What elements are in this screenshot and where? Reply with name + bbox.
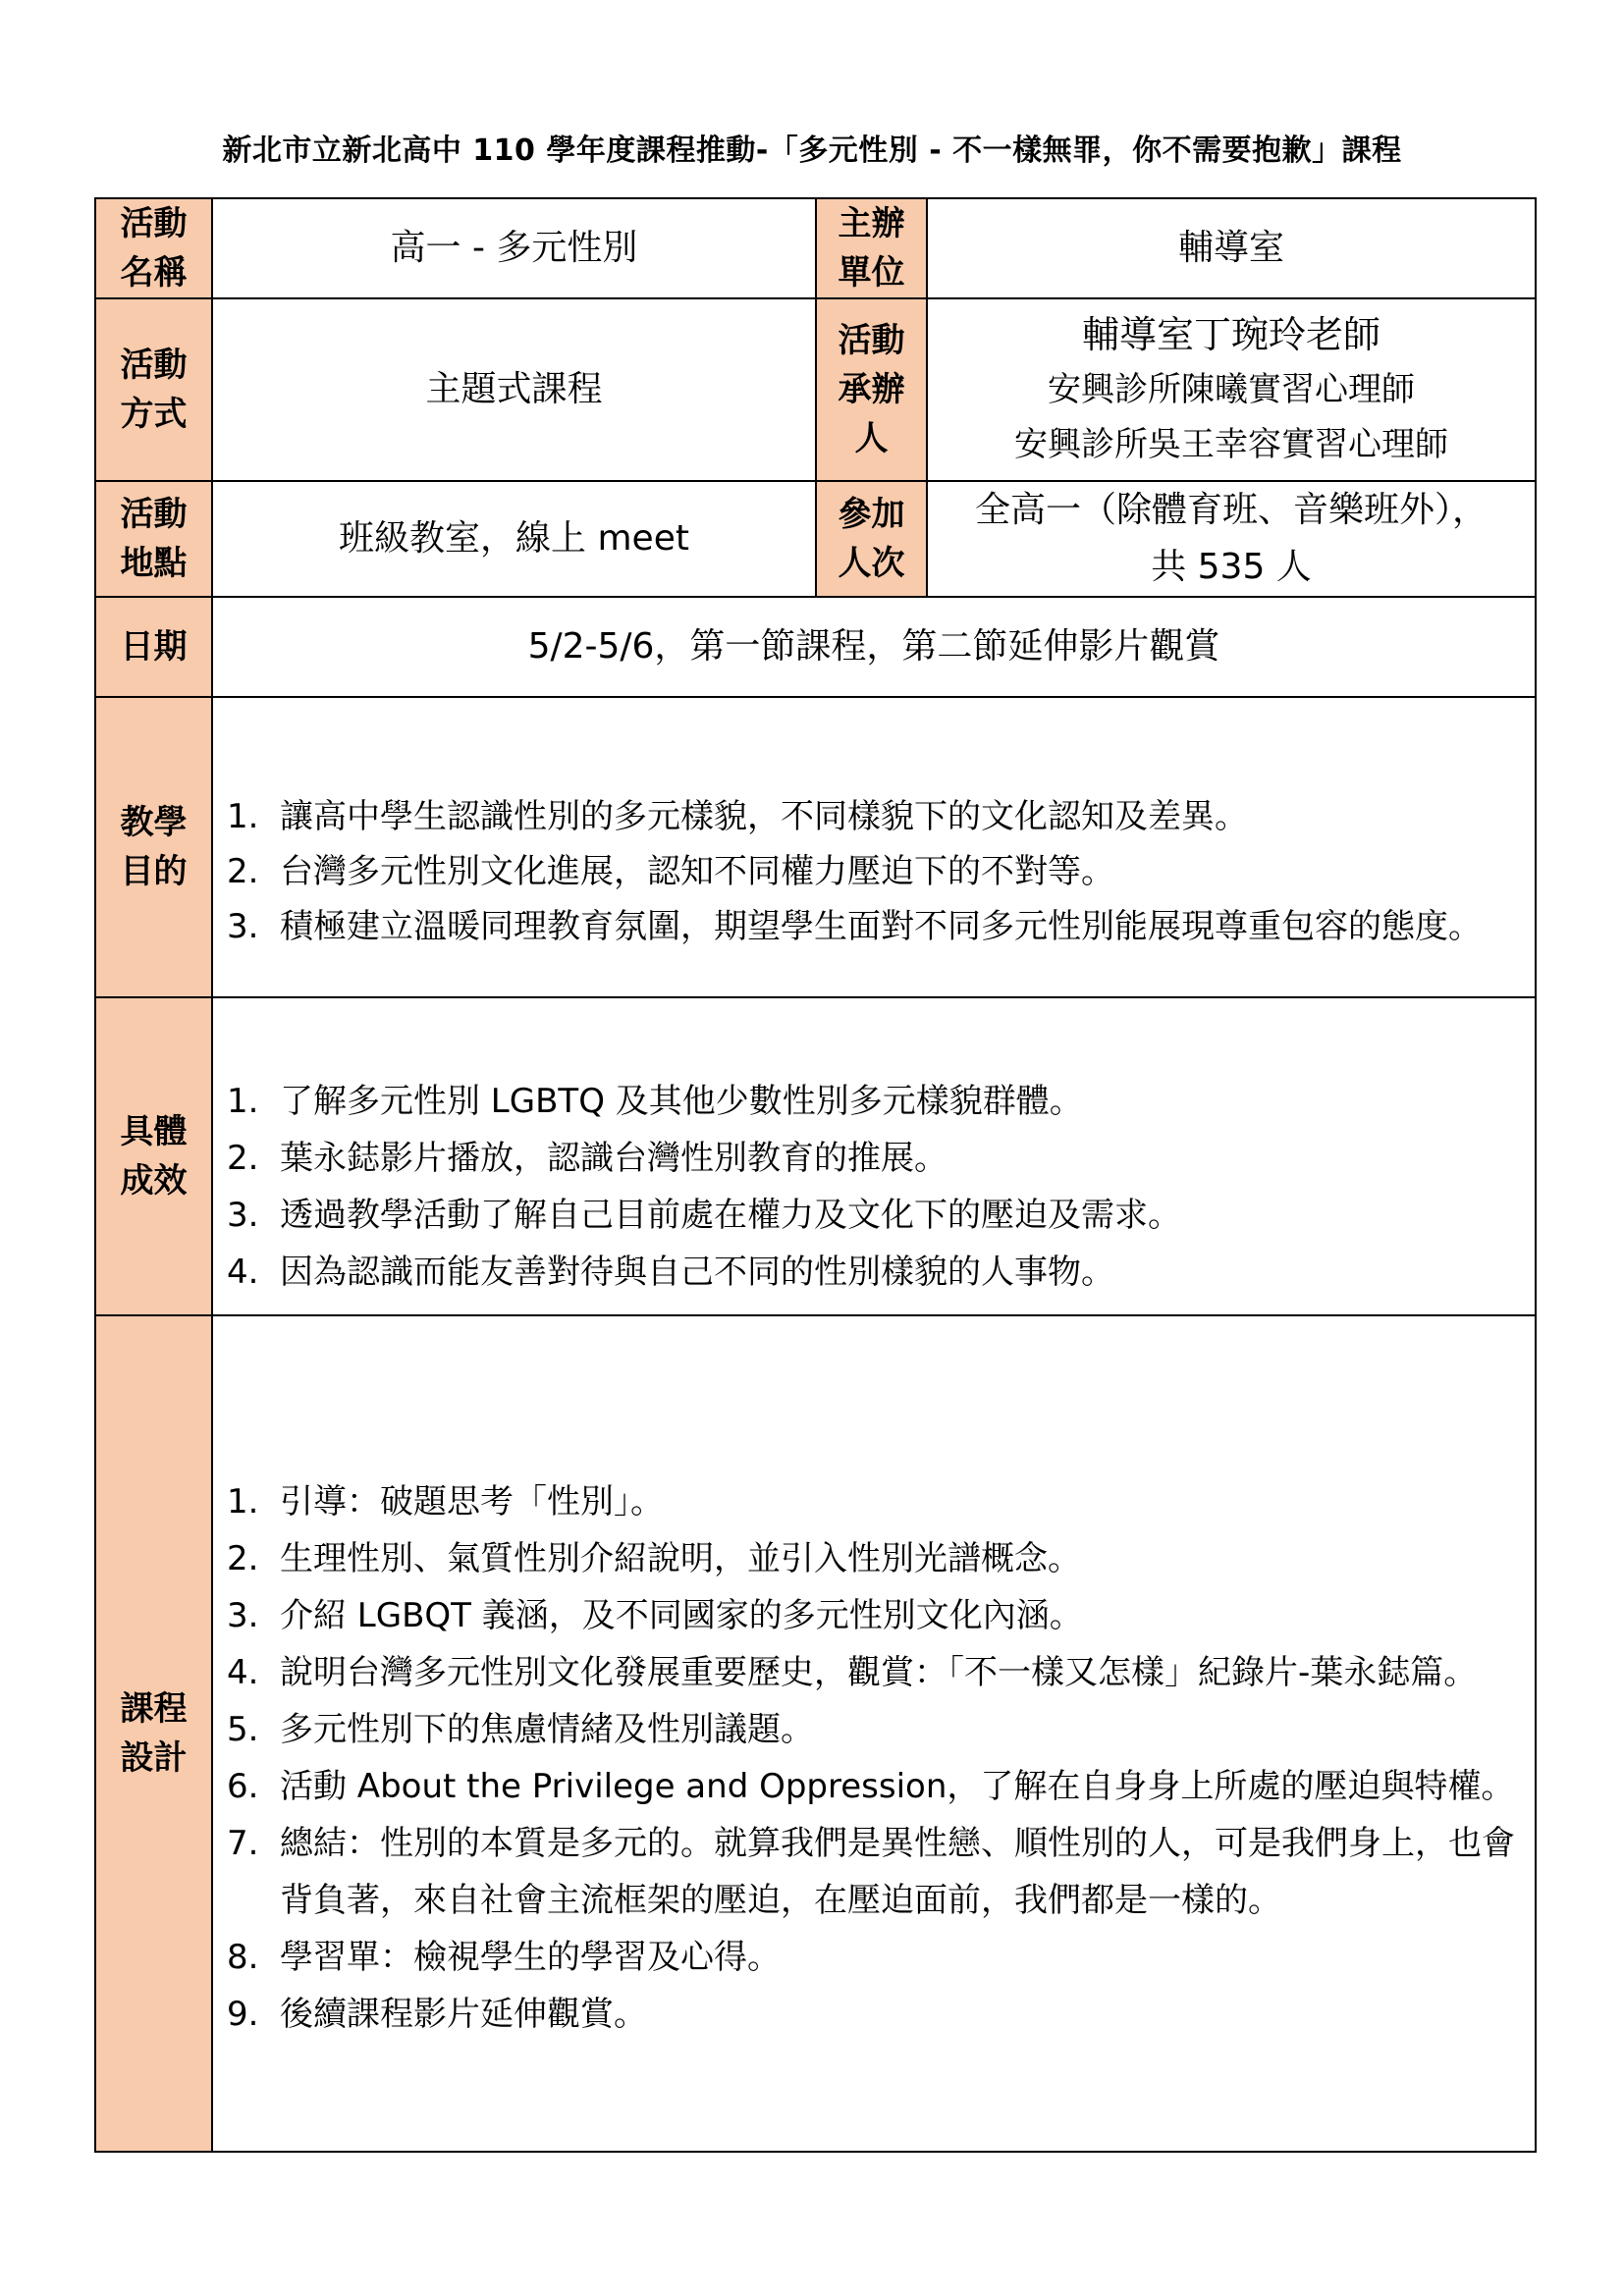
- list-item: 3. 透過教學活動了解自己目前處在權力及文化下的壓迫及需求。: [227, 1196, 1181, 1235]
- list-item: 3. 介紹 LGBQT 義涵，及不同國家的多元性別文化內涵。: [227, 1596, 1083, 1635]
- outcomes-content: [212, 997, 1536, 1315]
- activity-name-label: 活動 名稱: [95, 198, 212, 298]
- list-item: 9. 後續課程影片延伸觀賞。: [227, 1995, 647, 2034]
- row-location-participants: [95, 481, 1536, 597]
- list-item: 5. 多元性別下的焦慮情緒及性別議題。: [227, 1710, 814, 1749]
- undertaker-name: 安興診所陳曦實習心理師: [1048, 370, 1415, 409]
- location-value: 班級教室，線上 meet: [212, 481, 816, 597]
- row-objectives: [95, 697, 1536, 997]
- activity-method-label: 活動 方式: [95, 298, 212, 481]
- participants-value: 全高一（除體育班、音樂班外）， 共 535 人: [927, 481, 1536, 597]
- list-item: 2. 葉永鋕影片播放，認識台灣性別教育的推展。: [227, 1139, 947, 1178]
- undertaker-name: 輔導室丁琬玲老師: [1081, 313, 1380, 356]
- date-value: 5/2-5/6，第一節課程，第二節延伸影片觀賞: [212, 597, 1536, 697]
- organizer-value: 輔導室: [927, 198, 1536, 298]
- list-item: 4. 說明台灣多元性別文化發展重要歷史，觀賞：「不一樣又怎樣」紀錄片-葉永鋕篇。: [227, 1653, 1478, 1692]
- list-item: 2. 台灣多元性別文化進展，認知不同權力壓迫下的不對等。: [227, 852, 1114, 891]
- course-design-content: [212, 1315, 1536, 2152]
- row-outcomes: [95, 997, 1536, 1315]
- objectives-list: [213, 740, 1535, 954]
- page-title: 新北市立新北高中 110 學年度課程推動-「多元性別 - 不一樣無罪，你不需要抱歉」課程: [222, 133, 1402, 168]
- list-item: 4. 因為認識而能友善對待與自己不同的性別樣貌的人事物。: [227, 1253, 1114, 1292]
- list-item: 6. 活動 About the Privilege and Oppression，了解在自身身上所處的壓迫與特權。: [227, 1767, 1515, 1806]
- list-item: 7. 總結：性別的本質是多元的。就算我們是異性戀、順性別的人，可是我們身上，也會背負著，來自社會主流框架的壓迫，在壓迫面前，我們都是一樣的。: [227, 1824, 1515, 1920]
- undertaker-value: [927, 298, 1536, 481]
- outcomes-label: 具體 成效: [95, 997, 212, 1315]
- list-item: 8. 學習單：檢視學生的學習及心得。: [227, 1938, 781, 1977]
- row-course-design: [95, 1315, 1536, 2152]
- outcomes-list: [213, 1012, 1535, 1301]
- list-item: 1. 引導：破題思考「性別」。: [227, 1482, 664, 1522]
- list-item: 1. 了解多元性別 LGBTQ 及其他少數性別多元樣貌群體。: [227, 1082, 1083, 1121]
- list-item: 2. 生理性別、氣質性別介紹說明，並引入性別光譜概念。: [227, 1539, 1081, 1578]
- participants-label: 參加 人次: [816, 481, 927, 597]
- date-label: 日期: [95, 597, 212, 697]
- course-design-label: 課程 設計: [95, 1315, 212, 2152]
- activity-form-table: [94, 197, 1537, 2153]
- row-name-organizer: [95, 198, 1536, 298]
- activity-method-value: 主題式課程: [212, 298, 816, 481]
- undertaker-label: 活動 承辦 人: [816, 298, 927, 481]
- undertaker-name: 安興診所吳王幸容實習心理師: [1014, 425, 1448, 464]
- row-date: [95, 597, 1536, 697]
- objectives-content: [212, 697, 1536, 997]
- list-item: 3. 積極建立溫暖同理教育氛圍，期望學生面對不同多元性別能展現尊重包容的態度。: [227, 907, 1482, 946]
- organizer-label: 主辦 單位: [816, 198, 927, 298]
- location-label: 活動 地點: [95, 481, 212, 597]
- row-method-undertaker: [95, 298, 1536, 481]
- course-design-list: [213, 1424, 1535, 2043]
- activity-name-value: 高一 - 多元性別: [212, 198, 816, 298]
- list-item: 1. 讓高中學生認識性別的多元樣貌，不同樣貌下的文化認知及差異。: [227, 797, 1248, 836]
- objectives-label: 教學 目的: [95, 697, 212, 997]
